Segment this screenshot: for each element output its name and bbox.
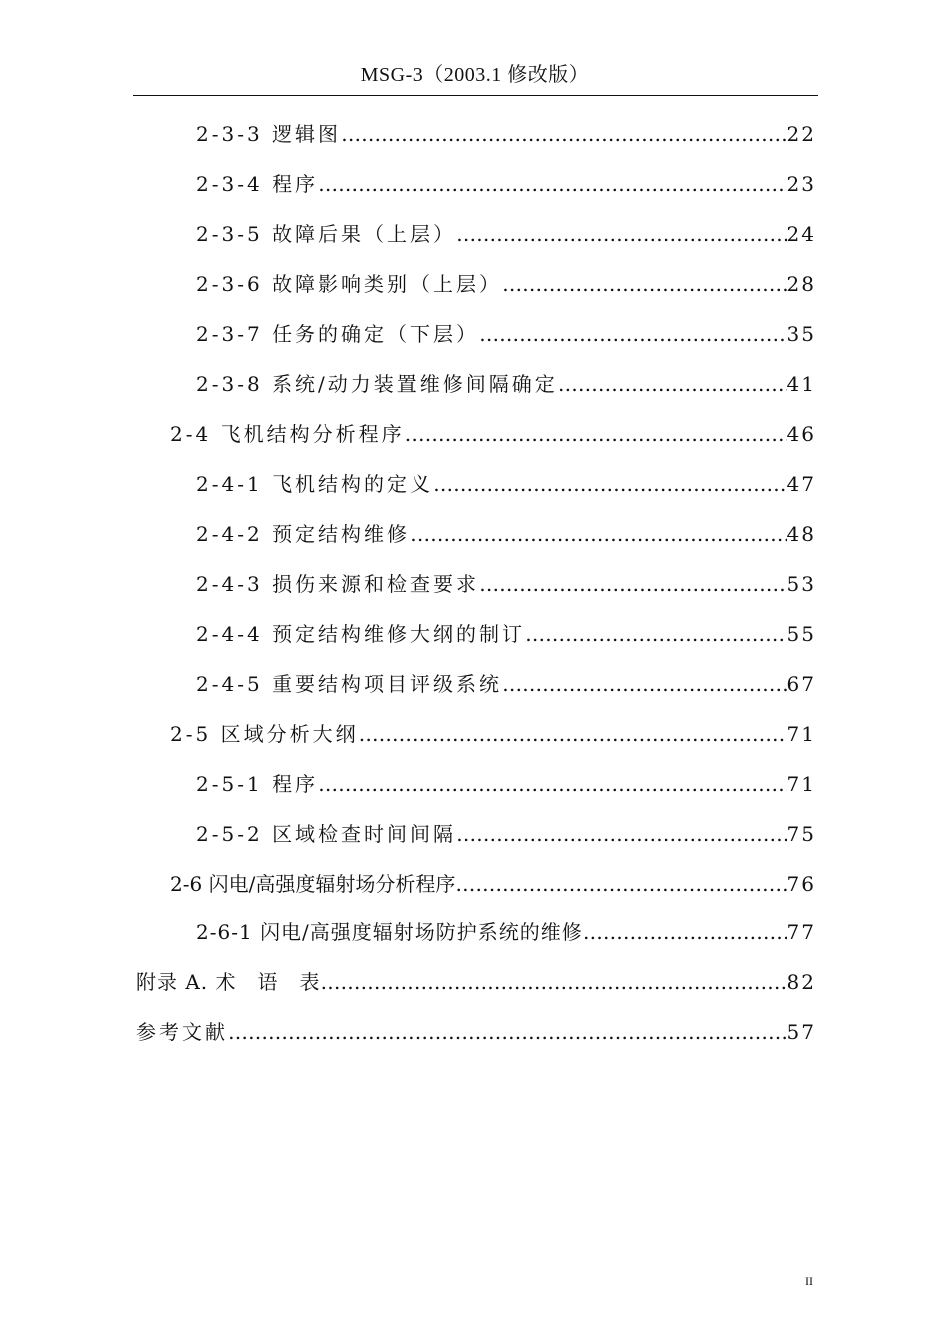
toc-entry-title: 程序 <box>272 172 319 196</box>
toc-entry-title: 区域检查时间间隔 <box>272 822 457 846</box>
toc-entry-title: 闪电/高强度辐射场分析程序 <box>208 872 456 896</box>
toc-entry-number: 2-6-1 <box>196 920 253 944</box>
toc-entry-title: 任务的确定（下层） <box>272 322 480 346</box>
toc-leader-dots <box>502 272 786 296</box>
toc-entry-title: 程序 <box>272 772 319 796</box>
toc-entry-label <box>196 318 479 347</box>
toc-entry-page: 77 <box>786 920 816 944</box>
toc-entry-title: 区域分析大纲 <box>220 722 359 746</box>
toc-entry[interactable] <box>196 168 816 208</box>
toc-entry-number: 2-3-5 <box>196 222 263 246</box>
toc-entry-page: 24 <box>786 222 816 246</box>
toc-entry-label <box>196 768 318 797</box>
toc-entry-number: 2-5-2 <box>196 822 263 846</box>
toc-entry-title: 逻辑图 <box>272 122 342 146</box>
toc-entry-label <box>170 718 359 747</box>
toc-entry-title: 预定结构维修大纲的制订 <box>272 622 526 646</box>
toc-entry[interactable] <box>136 966 816 1006</box>
toc-entry-page: 67 <box>786 672 816 696</box>
toc-leader-dots <box>456 222 786 246</box>
toc-entry-label <box>196 568 479 597</box>
toc-entry-page: 47 <box>786 472 816 496</box>
toc-entry-label <box>196 168 318 197</box>
toc-leader-dots <box>318 172 786 196</box>
toc-leader-dots <box>410 522 786 546</box>
toc-entry[interactable] <box>196 568 816 608</box>
toc-entry[interactable] <box>196 768 816 808</box>
toc-leader-dots <box>359 722 787 746</box>
toc-entry-number: 2-3-4 <box>196 172 263 196</box>
toc-entry-number: 2-4 <box>170 422 212 446</box>
toc-entry-title: 重要结构项目评级系统 <box>272 672 503 696</box>
toc-leader-dots <box>318 772 786 796</box>
toc-entry-page: 35 <box>786 322 816 346</box>
toc-entry-label <box>170 418 405 447</box>
toc-entry-label <box>196 668 502 697</box>
toc-entry-label <box>196 518 410 547</box>
toc-entry-page: 71 <box>786 772 816 796</box>
toc-entry-number: 2-4-4 <box>196 622 263 646</box>
toc-entry-page: 41 <box>786 372 816 396</box>
toc-entry-label <box>196 916 583 945</box>
toc-entry[interactable] <box>196 368 816 408</box>
toc-entry-label <box>196 218 456 247</box>
toc-entry-page: 46 <box>786 422 816 446</box>
toc-entry-number: 2-4-2 <box>196 522 263 546</box>
toc-entry-label <box>196 818 456 847</box>
toc-entry-page: 23 <box>786 172 816 196</box>
toc-entry[interactable] <box>196 218 816 258</box>
toc-entry-page: 48 <box>786 522 816 546</box>
toc-entry-page: 57 <box>786 1020 816 1044</box>
toc-entry[interactable] <box>196 118 816 158</box>
toc-entry-title: 参考文献 <box>136 1020 228 1044</box>
toc-leader-dots <box>405 422 787 446</box>
toc-entry-title: 故障影响类别（上层） <box>272 272 503 296</box>
toc-entry-page: 28 <box>786 272 816 296</box>
toc-entry-page: 22 <box>786 122 816 146</box>
toc-entry-number: 附录 A. <box>136 970 209 994</box>
toc-leader-dots <box>525 622 786 646</box>
toc-entry-label <box>136 966 321 995</box>
toc-entry-page: 82 <box>786 970 816 994</box>
toc-entry-number: 2-3-7 <box>196 322 263 346</box>
toc-entry[interactable] <box>196 618 816 658</box>
toc-leader-dots <box>456 822 786 846</box>
toc-entry-page: 76 <box>786 872 816 896</box>
toc-entry-number: 2-6 <box>170 872 203 896</box>
toc-entry[interactable] <box>196 518 816 558</box>
toc-leader-dots <box>502 672 786 696</box>
toc-leader-dots <box>455 872 786 896</box>
toc-entry[interactable] <box>196 318 816 358</box>
toc-entry-title: 飞机结构的定义 <box>272 472 434 496</box>
toc-leader-dots <box>479 572 786 596</box>
toc-entry-title: 损伤来源和检查要求 <box>272 572 480 596</box>
toc-entry-label <box>196 468 433 497</box>
toc-leader-dots <box>583 920 787 944</box>
toc-entry-number: 2-3-8 <box>196 372 263 396</box>
toc-entry[interactable] <box>170 718 816 758</box>
toc-entry[interactable] <box>170 868 816 908</box>
page-number: II <box>805 1274 813 1288</box>
toc-entry[interactable] <box>196 668 816 708</box>
toc-leader-dots <box>228 1020 787 1044</box>
toc-entry[interactable] <box>196 268 816 308</box>
toc-entry[interactable] <box>196 916 816 956</box>
toc-entry-page: 53 <box>786 572 816 596</box>
toc-entry[interactable] <box>136 1016 816 1056</box>
toc-entry-label <box>196 268 502 297</box>
toc-entry-page: 55 <box>786 622 816 646</box>
toc-entry[interactable] <box>196 818 816 858</box>
toc-entry-label <box>196 118 341 147</box>
toc-entry-number: 2-4-3 <box>196 572 263 596</box>
toc-entry-label <box>196 618 525 647</box>
toc-entry-title: 术 语 表 <box>215 970 321 994</box>
toc-entry[interactable] <box>170 418 816 458</box>
toc-leader-dots <box>479 322 786 346</box>
toc-leader-dots <box>433 472 786 496</box>
toc-leader-dots <box>321 970 787 994</box>
toc-entry-number: 2-5 <box>170 722 212 746</box>
page-header-title: MSG-3（2003.1 修改版） <box>360 64 590 86</box>
toc-entry-number: 2-3-3 <box>196 122 263 146</box>
toc-entry-title: 闪电/高强度辐射场防护系统的维修 <box>260 920 583 944</box>
toc-entry-page: 71 <box>786 722 816 746</box>
toc-entry-title: 系统/动力装置维修间隔确定 <box>272 372 558 396</box>
toc-entry[interactable] <box>196 468 816 508</box>
toc-leader-dots <box>558 372 787 396</box>
toc-leader-dots <box>341 122 786 146</box>
toc-entry-title: 预定结构维修 <box>272 522 411 546</box>
header-divider <box>133 95 818 96</box>
toc-entry-page: 75 <box>786 822 816 846</box>
toc-entry-label <box>170 868 455 897</box>
toc-entry-number: 2-4-1 <box>196 472 263 496</box>
toc-entry-number: 2-4-5 <box>196 672 263 696</box>
toc-entry-label <box>136 1016 228 1045</box>
toc-entry-number: 2-5-1 <box>196 772 263 796</box>
toc-entry-label <box>196 368 558 397</box>
toc-entry-number: 2-3-6 <box>196 272 263 296</box>
toc-entry-title: 飞机结构分析程序 <box>220 422 405 446</box>
toc-entry-title: 故障后果（上层） <box>272 222 457 246</box>
